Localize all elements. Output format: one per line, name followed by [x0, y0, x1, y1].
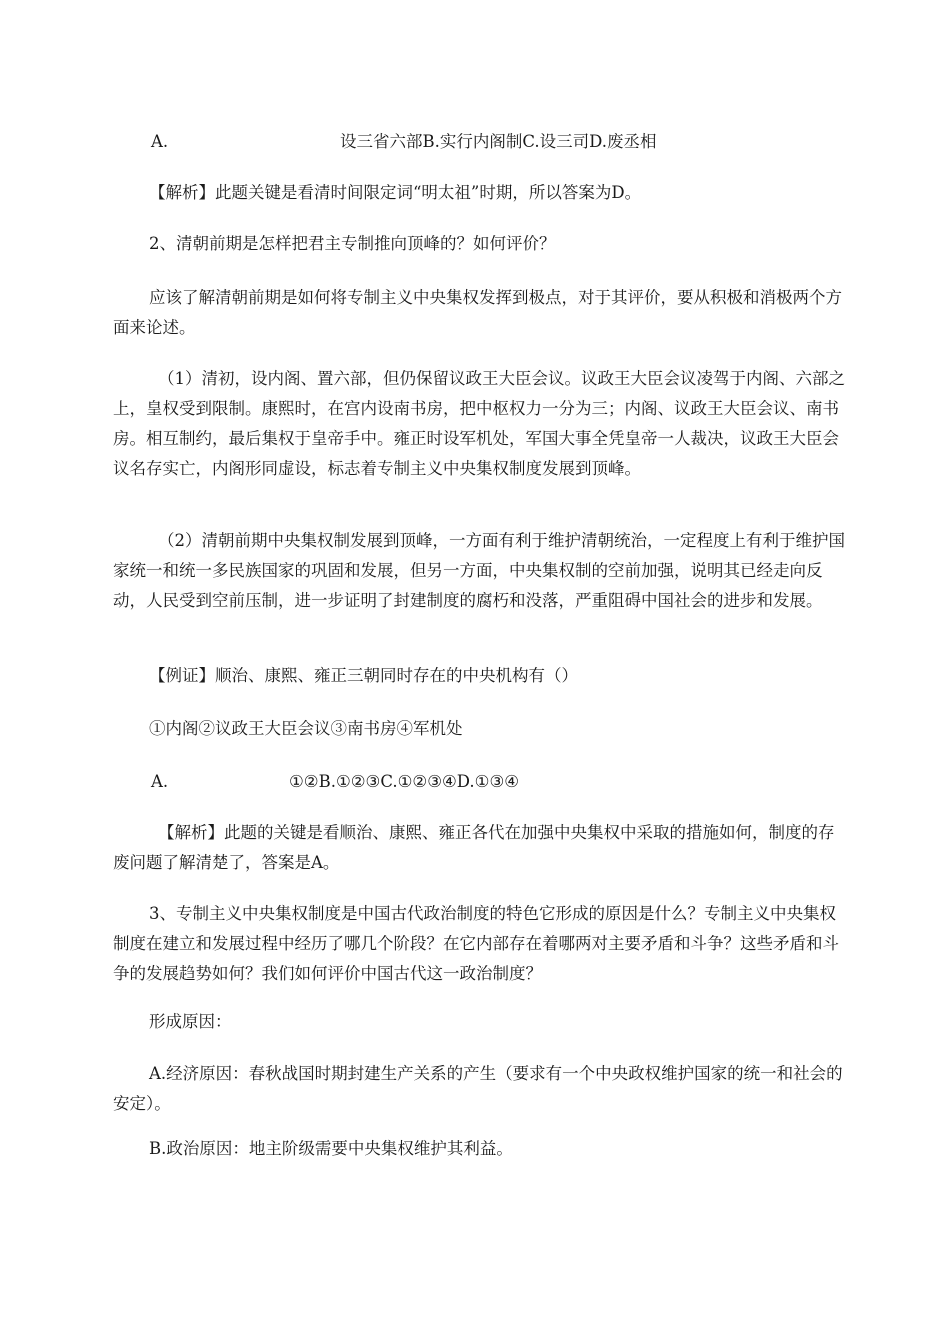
reason-economic: A.经济原因：春秋战国时期封建生产关系的产生（要求有一个中央政权维护国家的统一和社会的安定）。 — [113, 1064, 843, 1113]
example-items: ①内阁②议政王大臣会议③南书房④军机处 — [149, 719, 463, 738]
q1-option-a-label: A. — [151, 132, 169, 151]
example-options-rest: ①②B.①②③C.①②③④D.①③④ — [289, 772, 520, 791]
example-option-a-label: A. — [151, 772, 169, 791]
q1-options-rest: 设三省六部B.实行内阁制C.设三司D.废丞相 — [340, 132, 657, 151]
q2-point-1: （1）清初，设内阁、置六部，但仍保留议政王大臣会议。议政王大臣会议凌驾于内阁、六部之上，皇权受到限制。康熙时，在宫内设南书房，把中枢权力一分为三；内阁、议政王大臣会议、南书房。相互制约，最后集权于皇帝手中。雍正时设军机处，军国大事全凭皇帝一人裁决，议政王大臣会议名存实亡，内阁形同虚设，标志着专制主义中央集权制度发展到顶峰。 — [113, 369, 845, 478]
q2-point-2: （2）清朝前期中央集权制发展到顶峰，一方面有利于维护清朝统治，一定程度上有利于维护国家统一和统一多民族国家的巩固和发展，但另一方面，中央集权制的空前加强，说明其已经走向反动，人民受到空前压制，进一步证明了封建制度的腐朽和没落，严重阻碍中国社会的进步和发展。 — [113, 531, 845, 610]
formation-heading: 形成原因： — [149, 1012, 232, 1031]
q1-analysis: 【解析】此题关键是看清时间限定词“明太祖”时期，所以答案为D。 — [149, 183, 642, 202]
q2-intro: 应该了解清朝前期是如何将专制主义中央集权发挥到极点，对于其评价，要从积极和消极两个方面来论述。 — [113, 288, 842, 337]
q2-question: 2、清朝前期是怎样把君主专制推向顶峰的？如何评价？ — [149, 234, 556, 253]
reason-political: B.政治原因：地主阶级需要中央集权维护其利益。 — [149, 1139, 513, 1158]
example-analysis: 【解析】此题的关键是看顺治、康熙、雍正各代在加强中央集权中采取的措施如何，制度的存废问题了解清楚了，答案是A。 — [113, 823, 835, 872]
q3-question: 3、专制主义中央集权制度是中国古代政治制度的特色它形成的原因是什么？专制主义中央集权制度在建立和发展过程中经历了哪几个阶段？在它内部存在着哪两对主要矛盾和斗争？这些矛盾和斗争的发展趋势如何？我们如何评价中国古代这一政治制度？ — [113, 904, 839, 983]
example-question: 【例证】顺治、康熙、雍正三朝同时存在的中央机构有（） — [149, 666, 578, 685]
